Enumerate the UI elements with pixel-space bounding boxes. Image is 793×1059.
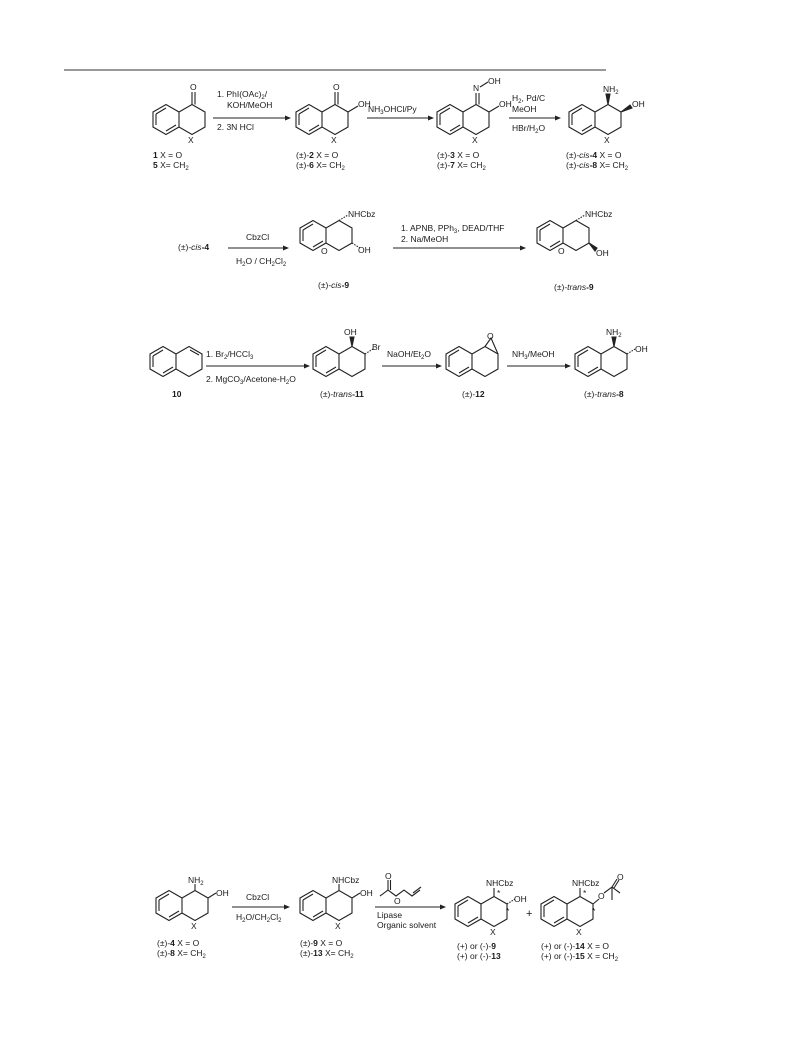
scheme-3: [150, 327, 648, 399]
scheme4-c-label-1: (+) or (-)-9: [457, 941, 496, 951]
scheme4-d-x: X: [576, 927, 582, 937]
scheme2-reagent-1-top: CbzCl: [246, 232, 270, 242]
compound-2-label: (±)-2 X = O: [296, 150, 339, 160]
scheme4-c-stereo-1: *: [497, 888, 501, 898]
compound-2-x: X: [331, 135, 337, 145]
scheme4-b-label-2: (±)-13 $X= CH_2$: [300, 948, 354, 960]
compound-5-label: 5 $X= CH_2$: [153, 160, 189, 172]
vinyl-acetate-ester-o: O: [394, 896, 401, 906]
compound-6-label: (±)-6 $X= CH_2$: [296, 160, 345, 172]
compound-trans11-oh: OH: [344, 327, 357, 337]
scheme3-reagent-2: NaOH/$Et_2O$: [387, 349, 431, 361]
arrow-2-head: [428, 116, 434, 121]
scheme2-reagent-2a: 1. APNB, PPh$_3$, DEAD/THF: [401, 223, 505, 235]
scheme3-reagent-1b: 2. $MgCO_3/Acetone-H_2O$: [206, 374, 296, 386]
compound-1-x: X: [188, 135, 194, 145]
scheme4-d-ester-o: O: [598, 891, 605, 901]
scheme4-a-label-1: (±)-4 X = O: [157, 938, 200, 948]
scheme1-reagent-2: $NH_3OHCl/Py$: [368, 104, 417, 116]
scheme1-reagent-3b: MeOH: [512, 104, 537, 114]
scheme4-reagent-2a: Lipase: [377, 910, 403, 920]
compound-cis9-o: O: [321, 246, 328, 256]
plus-sign: +: [526, 908, 533, 920]
compound-2-structure: [296, 92, 358, 135]
compound-3-structure: [437, 82, 499, 135]
compound-trans9-nhcbz: NHCbz: [585, 209, 613, 219]
compound-10-label: 10: [172, 389, 182, 399]
compound-trans11-structure: [313, 337, 373, 377]
scheme-4: [156, 871, 624, 963]
compound-12-label: (±)-12: [462, 389, 485, 399]
scheme4-d-stereo-1: *: [583, 888, 587, 898]
compound-cis4-label: (±)-cis-4 X = O: [566, 150, 622, 160]
compound-1-structure: [153, 92, 205, 135]
scheme4-d-nhcbz: NHCbz: [572, 878, 600, 888]
scheme2-reagent-1-bottom: $H_2O / CH_2Cl_2$: [236, 256, 287, 268]
compound-trans11-br: Br: [372, 342, 381, 352]
scheme-1: [153, 76, 645, 172]
compound-cis9-oh: OH: [358, 245, 371, 255]
compound-trans9-o: O: [558, 246, 565, 256]
scheme4-reagent-2b: Organic solvent: [377, 920, 437, 930]
scheme1-reagent-1b: KOH/MeOH: [227, 100, 273, 110]
scheme4-arrow-2-head: [440, 905, 446, 910]
compound-trans8-oh: OH: [635, 344, 648, 354]
compound-3-n: N: [473, 83, 480, 93]
scheme4-a-label-2: (±)-8 $X= CH_2$: [157, 948, 206, 960]
compound-trans9-structure: [537, 215, 597, 251]
arrow-1-head: [285, 116, 291, 121]
scheme2-start-label: (±)-cis-4: [178, 242, 210, 252]
compound-3-oh-top: OH: [488, 76, 501, 86]
compound-4-x: X: [604, 135, 610, 145]
compound-trans11-label: (±)-trans-11: [320, 389, 364, 399]
scheme3-arrow-3-head: [565, 364, 571, 369]
scheme4-reagent-1-bottom: $H_2O/CH_2Cl_2$: [236, 912, 282, 924]
scheme4-b-oh: OH: [360, 888, 373, 898]
scheme3-arrow-1-head: [304, 364, 310, 369]
compound-trans8-label: (±)-trans-8: [584, 389, 624, 399]
compound-3-oh: OH: [499, 99, 512, 109]
scheme1-reagent-1c: 2. 3N HCl: [217, 122, 254, 132]
compound-trans8-nh2: $NH_2$: [606, 327, 622, 339]
compound-cis8-label: (±)-cis-8 $X= CH_2$: [566, 160, 629, 172]
scheme4-d-stereo-2: *: [592, 906, 596, 916]
compound-1-label: 1 X = O: [153, 150, 183, 160]
scheme1-reagent-1a: 1. $PhI(OAc)_2/$: [217, 89, 268, 101]
scheme4-a-x: X: [191, 921, 197, 931]
compound-cis9-label: (±)-cis-9: [318, 280, 350, 290]
compound-trans8-structure: [575, 337, 635, 377]
scheme3-reagent-1a: 1. $Br_2/HCCl_3$: [206, 349, 254, 361]
scheme-2: [178, 209, 612, 292]
scheme4-d-carbonyl-o: O: [617, 872, 624, 882]
scheme4-a-nh2: $NH_2$: [188, 875, 204, 887]
scheme4-d-label-2: (+) or (-)-15 $X = CH_2$: [541, 951, 619, 963]
compound-2-oh: OH: [358, 99, 371, 109]
scheme4-c-x: X: [490, 927, 496, 937]
scheme4-a-oh: OH: [216, 888, 229, 898]
compound-12-structure: [446, 338, 498, 377]
compound-3-x: X: [472, 135, 478, 145]
compound-3-label: (±)-3 X = O: [437, 150, 480, 160]
scheme4-carbamate-structure: [300, 884, 360, 921]
scheme4-c-stereo-2: *: [506, 906, 510, 916]
scheme4-reagent-1-top: CbzCl: [246, 892, 270, 902]
scheme1-reagent-3c: HBr/$H_2O$: [512, 123, 546, 135]
scheme4-arrow-1-head: [284, 905, 290, 910]
compound-10-structure: [150, 347, 202, 377]
compound-4-oh: OH: [632, 99, 645, 109]
compound-trans9-label: (±)-trans-9: [554, 282, 594, 292]
compound-4-nh2: $NH_2$: [603, 84, 619, 96]
scheme4-b-nhcbz: NHCbz: [332, 875, 360, 885]
scheme4-amino-alcohol-structure: [156, 884, 216, 921]
compound-cis9-structure: [300, 215, 360, 251]
compound-cis9-nhcbz: NHCbz: [348, 209, 376, 219]
compound-2-oxo: O: [333, 82, 340, 92]
scheme2-arrow-2-head: [520, 246, 526, 251]
compound-7-label: (±)-7 $X= CH_2$: [437, 160, 486, 172]
vinyl-acetate-structure: [380, 880, 421, 896]
compound-trans9-oh: OH: [596, 248, 609, 258]
compound-1-oxo: O: [190, 82, 197, 92]
scheme3-reagent-3: $NH_3$/MeOH: [512, 349, 555, 361]
scheme4-b-x: X: [335, 921, 341, 931]
scheme2-reagent-2b: 2. Na/MeOH: [401, 234, 449, 244]
scheme4-c-label-2: (+) or (-)-13: [457, 951, 501, 961]
scheme4-c-nhcbz: NHCbz: [486, 878, 514, 888]
arrow-3-head: [555, 116, 561, 121]
compound-12-o: O: [487, 331, 494, 341]
scheme2-arrow-1-head: [283, 246, 289, 251]
scheme4-b-label-1: (±)-9 X = O: [300, 938, 343, 948]
vinyl-acetate-carbonyl-o: O: [385, 871, 392, 881]
compound-4-structure: [569, 94, 632, 135]
scheme3-arrow-2-head: [436, 364, 442, 369]
scheme4-c-oh: OH: [514, 894, 527, 904]
scheme4-d-label-1: (+) or (-)-14 X = O: [541, 941, 610, 951]
scheme1-reagent-3a: $H_2$, Pd/C: [512, 93, 546, 105]
